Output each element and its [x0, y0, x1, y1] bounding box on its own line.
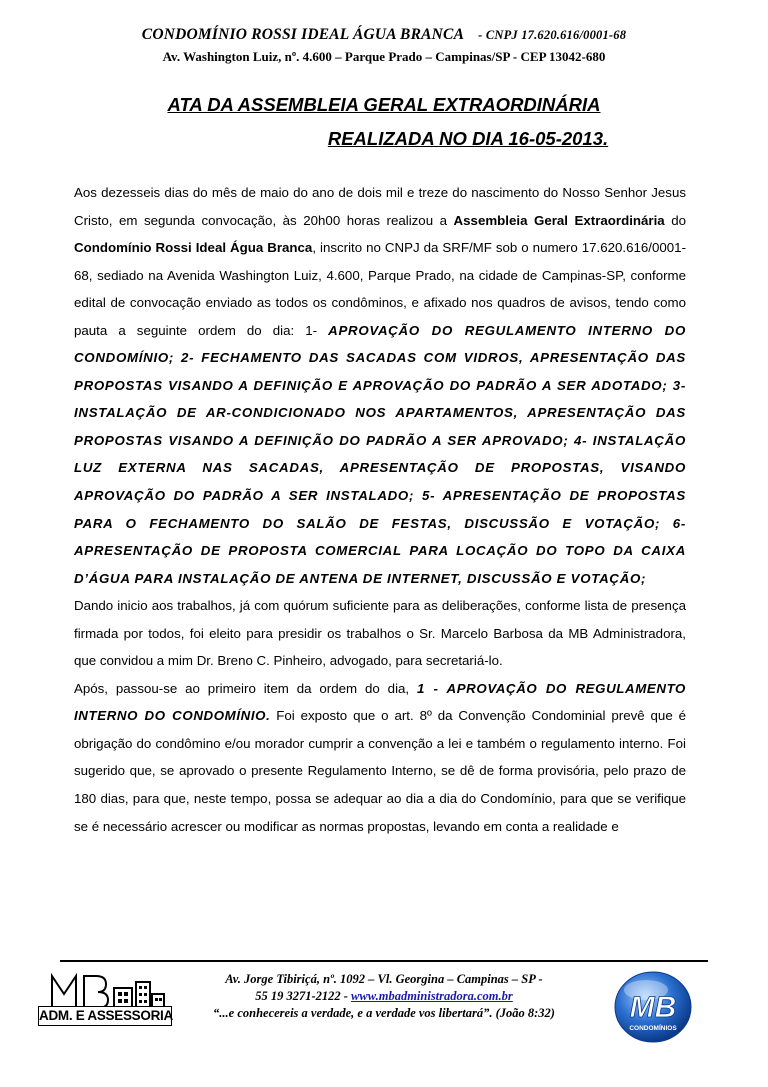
footer-contact — [150, 971, 618, 1022]
item-one-heading: 1 - APROVAÇÃO DO REGULAMENTO INTERNO DO CONDOMÍNIO. — [74, 680, 686, 724]
minutes-body — [74, 179, 686, 840]
footer-quote: “...e conhecereis a verdade, e a verdade vos libertará”. (João 8:32) — [213, 1006, 555, 1020]
condo-name-inline: Condomínio Rossi Ideal Água Branca — [74, 240, 313, 256]
logo-left-caption: ADM. E ASSESSORIA — [38, 1006, 172, 1026]
footer-phone: 55 19 3271-2122 - — [255, 989, 348, 1003]
paragraph-item-one: Após, passou-se ao primeiro item da ordem do dia, 1 - APROVAÇÃO DO REGULAMENTO INTERNO DO CONDOMÍNIO. Foi exposto que o art. 8º da Convenção Condominial prevê que é obrigação do condômino e/ou morador cumprir a convenção a lei e também o regulamento interno. Foi sugerido que, se aprovado o presente Regulamento Interno, se dê de forma provisória, pelo prazo de 180 dias, para que, neste tempo, possa se adequar ao dia a dia do Condomínio, para que se verifique se é necessário acrescer ou modificar as normas propostas, levando em conta a realidade e — [74, 680, 687, 834]
paragraph-opening: Aos dezesseis dias do mês de maio do ano de dois mil e treze do nascimento do Nosso Senhor Jesus Cristo, em segunda convocação, às 20h00 horas realizou a Assembleia Geral Extraordinária do Condomínio Rossi Ideal Água Branca, inscrito no CNPJ da SRF/MF sob o numero 17.620.616/0001-68, sediado na Avenida Washington Luiz, 4.600, Parque Prado, na cidade de Campinas-SP, conforme edital de convocação enviado as todos os condôminos, e afixado nos quadros de avisos, tendo como pauta a seguinte ordem do dia: 1- APROVAÇÃO DO REGULAMENTO INTERNO DO CONDOMÍNIO; 2- FECHAMENTO DAS SACADAS COM VIDROS, APRESENTAÇÃO DAS PROPOSTAS VISANDO A DEFINIÇÃO E APROVAÇÃO DO PADRÃO A SER ADOTADO; 3- INSTALAÇÃO DE AR-CONDICIONADO NOS APARTAMENTOS, APRESENTAÇÃO DAS PROPOSTAS VISANDO A DEFINIÇÃO DO PADRÃO A SER APROVADO; 4- INSTALAÇÃO LUZ EXTERNA NAS SACADAS, APRESENTAÇÃO DE PROPOSTAS, VISANDO APROVAÇÃO DO PADRÃO A SER INSTALADO; 5- APRESENTAÇÃO DE PROPOSTAS PARA O FECHAMENTO DO SALÃO DE FESTAS, DISCUSSÃO E VOTAÇÃO; 6- APRESENTAÇÃO DE PROPOSTA COMERCIAL PARA LOCAÇÃO DO TOPO DA CAIXA D’ÁGUA PARA INSTALAÇÃO DE ANTENA DE INTERNET, DISCUSSÃO E VOTAÇÃO; — [74, 185, 686, 586]
condo-name: CONDOMÍNIO ROSSI IDEAL ÁGUA BRANCA — [141, 26, 465, 43]
document-title: ATA DA ASSEMBLEIA GERAL EXTRAORDINÁRIA — [167, 94, 601, 115]
logo-right-caption: CONDOMÍNIOS — [629, 1025, 677, 1032]
footer-divider — [60, 960, 708, 962]
document-subtitle: REALIZADA NO DIA 16-05-2013. — [327, 128, 609, 149]
condo-cnpj: - CNPJ 17.620.616/0001-68 — [478, 28, 627, 42]
assembly-type: Assembleia Geral Extraordinária — [453, 212, 665, 228]
mb-condominios-logo — [612, 970, 694, 1044]
logo-right-mark: MB — [629, 991, 677, 1024]
footer-website-link[interactable]: www.mbadministradora.com.br — [351, 989, 513, 1003]
agenda-items: APROVAÇÃO DO REGULAMENTO INTERNO DO CONDOMÍNIO; 2- FECHAMENTO DAS SACADAS COM VIDROS, APRESENTAÇÃO DAS PROPOSTAS VISANDO A DEFINIÇÃO E APROVAÇÃO DO PADRÃO A SER ADOTADO; 3- INSTALAÇÃO DE AR-CONDICIONADO NOS APARTAMENTOS, APRESENTAÇÃO DAS PROPOSTAS VISANDO A DEFINIÇÃO DO PADRÃO A SER APROVADO; 4- INSTALAÇÃO LUZ EXTERNA NAS SACADAS, APRESENTAÇÃO DE PROPOSTAS, VISANDO APROVAÇÃO DO PADRÃO A SER INSTALADO; 5- APRESENTAÇÃO DE PROPOSTAS PARA O FECHAMENTO DO SALÃO DE FESTAS, DISCUSSÃO E VOTAÇÃO; 6- APRESENTAÇÃO DE PROPOSTA COMERCIAL PARA LOCAÇÃO DO TOPO DA CAIXA D’ÁGUA PARA INSTALAÇÃO DE ANTENA DE INTERNET, DISCUSSÃO E VOTAÇÃO; — [74, 322, 686, 586]
paragraph-opening-works: Dando inicio aos trabalhos, já com quórum suficiente para as deliberações, conforme lista de presença firmada por todos, foi eleito para presidir os trabalhos o Sr. Marcelo Barbosa da MB Administradora, que convidou a mim Dr. Breno C. Pinheiro, advogado, para secretariá-lo. — [74, 598, 686, 669]
letterhead-title — [0, 26, 768, 44]
footer-phone-line — [150, 988, 618, 1005]
footer-address: Av. Jorge Tibiriçá, nº. 1092 – Vl. Georgina – Campinas – SP - — [225, 972, 543, 986]
condo-address: Av. Washington Luiz, nº. 4.600 – Parque Prado – Campinas/SP - CEP 13042-680 — [162, 49, 606, 64]
